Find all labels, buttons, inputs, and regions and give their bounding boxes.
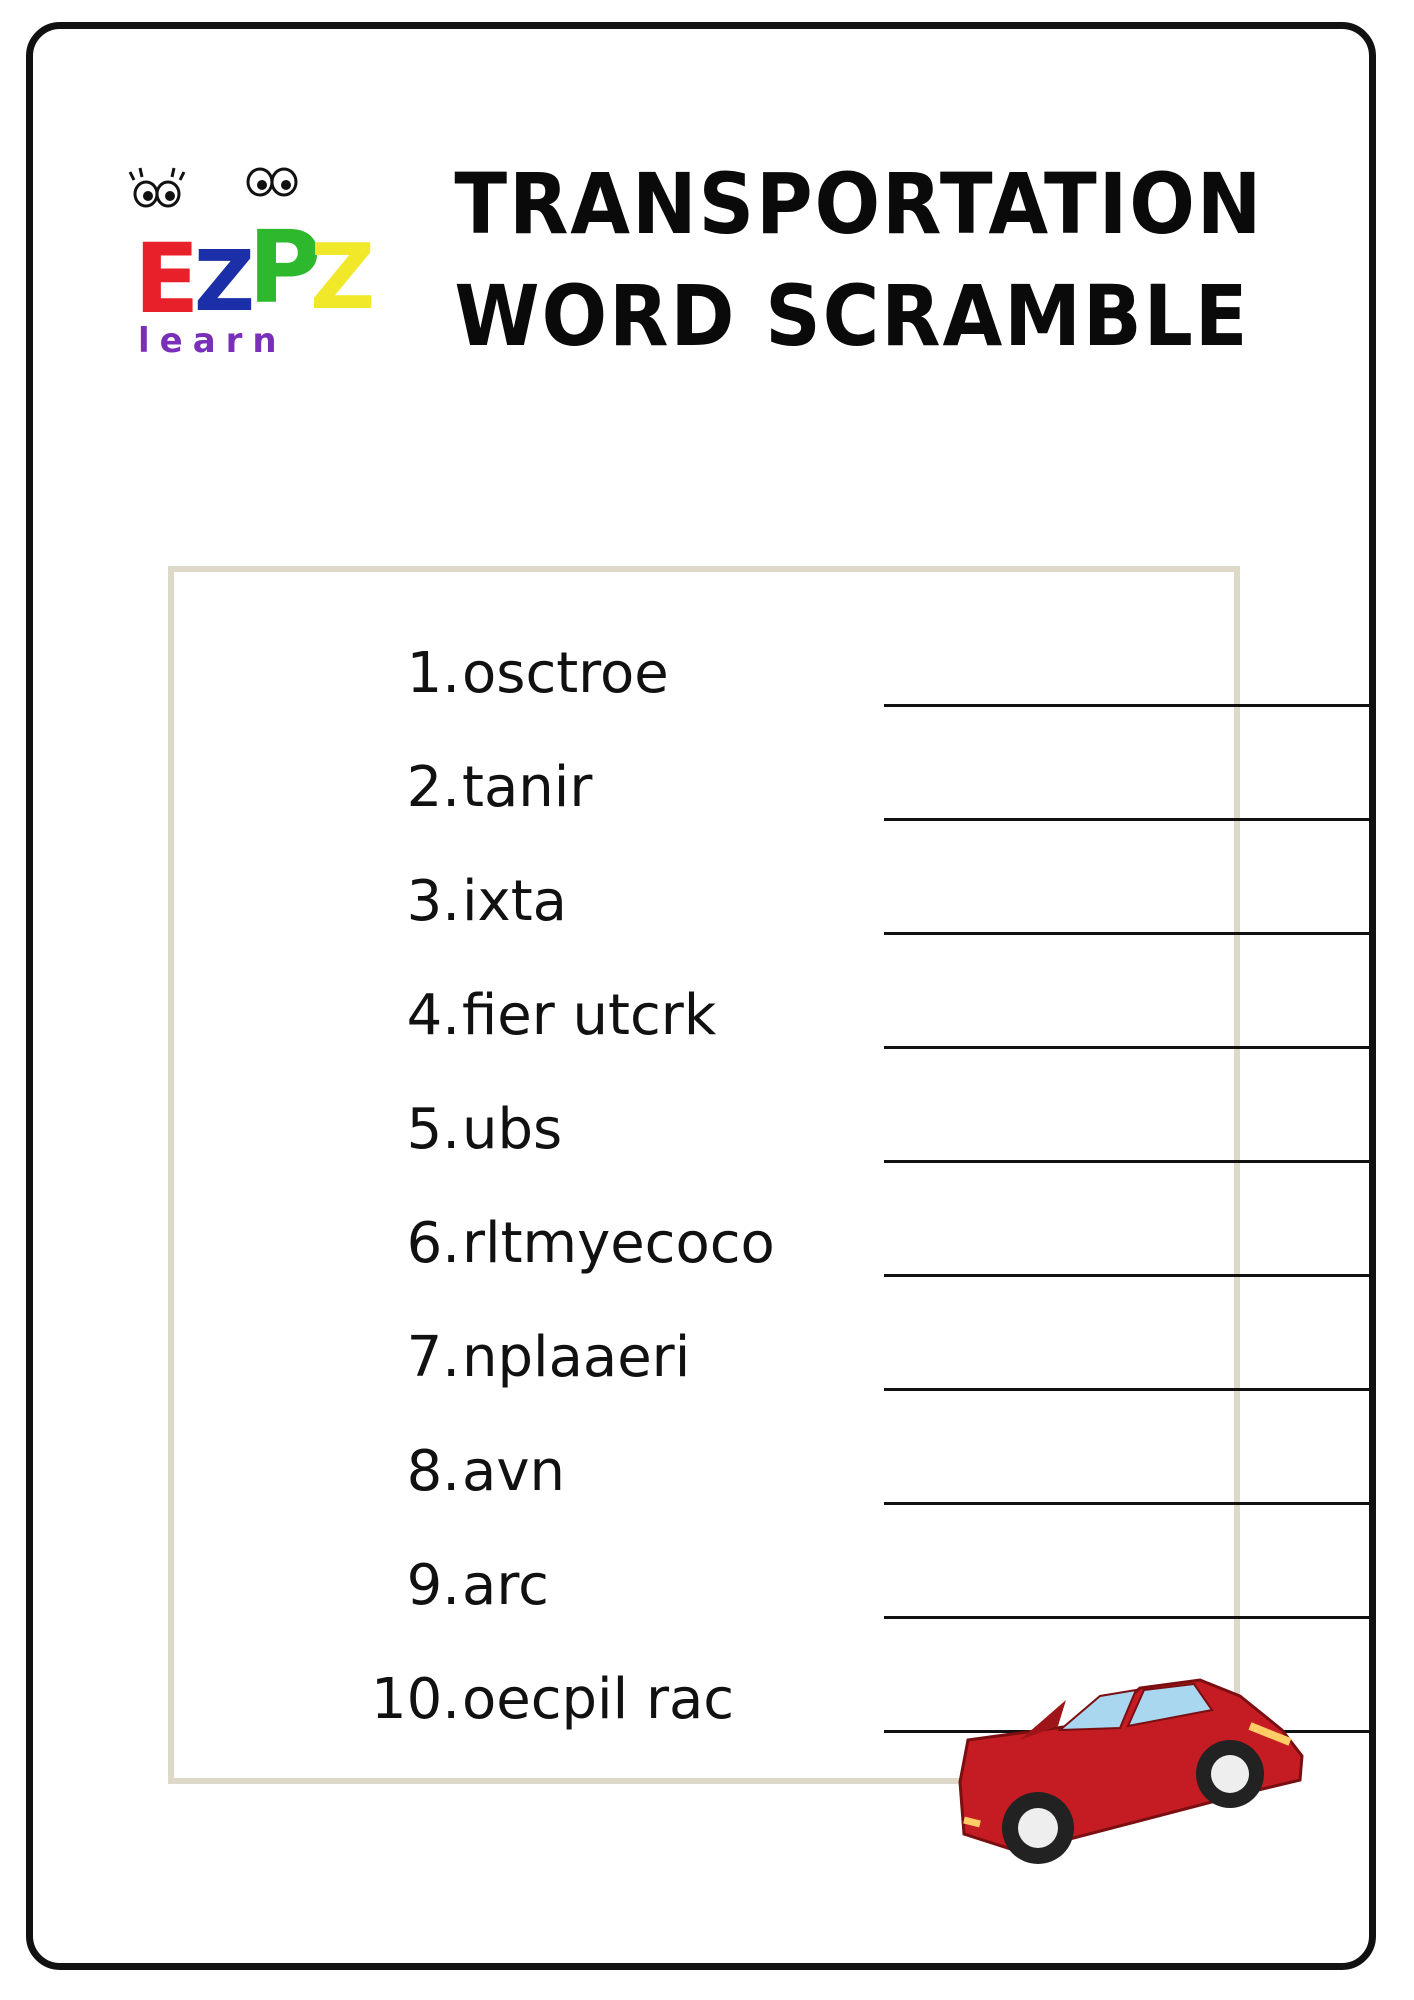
scrambled-word: nplaaeri xyxy=(462,1325,691,1390)
item-number: 10. xyxy=(370,1667,460,1732)
logo-eyes-left xyxy=(130,168,184,206)
scrambled-word: tanir xyxy=(462,755,593,820)
puzzle-row xyxy=(174,1546,1234,1626)
answer-line[interactable] xyxy=(884,818,1370,821)
scrambled-word: arc xyxy=(462,1553,549,1618)
answer-line[interactable] xyxy=(884,1388,1370,1391)
scrambled-word: fier utcrk xyxy=(462,983,717,1048)
puzzle-row xyxy=(174,1204,1234,1284)
answer-line[interactable] xyxy=(884,1502,1370,1505)
answer-line[interactable] xyxy=(884,1616,1370,1619)
item-number: 3. xyxy=(406,869,460,934)
item-number: 4. xyxy=(406,983,460,1048)
puzzle-row xyxy=(174,1318,1234,1398)
answer-line[interactable] xyxy=(884,932,1370,935)
scrambled-word: rltmyecoco xyxy=(462,1211,775,1276)
scrambled-word: oecpil rac xyxy=(462,1667,735,1732)
item-number: 2. xyxy=(406,755,460,820)
item-number: 1. xyxy=(406,641,460,706)
logo-eyes-right xyxy=(248,169,296,195)
puzzle-row xyxy=(174,976,1234,1056)
answer-line[interactable] xyxy=(884,1160,1370,1163)
item-number: 5. xyxy=(406,1097,460,1162)
logo-subtitle: learn xyxy=(138,321,287,360)
puzzle-row xyxy=(174,862,1234,942)
puzzle-row xyxy=(174,634,1234,714)
red-car-icon xyxy=(950,1670,1310,1870)
page-title xyxy=(454,148,1264,372)
logo-letter-z: Z xyxy=(194,232,255,330)
logo-letter-e: E xyxy=(134,223,200,335)
scrambled-word: ubs xyxy=(462,1097,563,1162)
title-line-2: WORD SCRAMBLE xyxy=(454,267,1250,365)
ezpz-logo xyxy=(128,160,378,360)
scrambled-word: avn xyxy=(462,1439,565,1504)
logo-letter-z2: Z xyxy=(310,225,376,330)
answer-line[interactable] xyxy=(884,704,1370,707)
puzzle-row xyxy=(174,748,1234,828)
item-number: 9. xyxy=(406,1553,460,1618)
item-number: 8. xyxy=(406,1439,460,1504)
title-line-1: TRANSPORTATION xyxy=(454,155,1264,253)
answer-line[interactable] xyxy=(884,1274,1370,1277)
logo-letter-p: P xyxy=(248,209,322,326)
puzzle-row xyxy=(174,1432,1234,1512)
puzzle-box xyxy=(168,566,1240,1784)
scrambled-word: ixta xyxy=(462,869,567,934)
item-number: 7. xyxy=(406,1325,460,1390)
answer-line[interactable] xyxy=(884,1046,1370,1049)
puzzle-row xyxy=(174,1090,1234,1170)
scrambled-word: osctroe xyxy=(462,641,669,706)
item-number: 6. xyxy=(406,1211,460,1276)
